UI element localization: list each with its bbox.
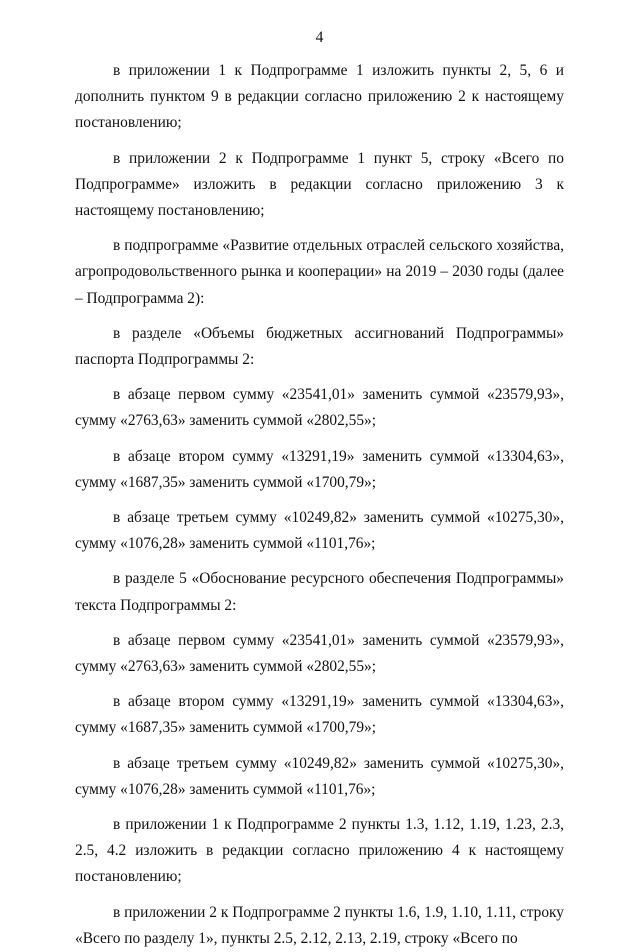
- paragraph: в абзаце третьем сумму «10249,82» заменить суммой «10275,30», сумму «1076,28» заменить суммой «1101,76»;: [75, 509, 564, 553]
- paragraph: в разделе «Объемы бюджетных ассигнований Подпрограммы» паспорта Подпрограммы 2:: [75, 324, 564, 369]
- paragraph: в приложении 1 к Подпрограмме 2 пункты 1.3, 1.12, 1.19, 1.23, 2.3, 2.5, 4.2 изложить в редакции согласно приложению 4 к настоящему постановлению;: [75, 816, 564, 886]
- paragraph: в приложении 2 к Подпрограмме 1 пункт 5, строку «Всего по Подпрограмме» изложить в редакции согласно приложению 3 к настоящему постановлению;: [75, 149, 564, 220]
- page-number: 4: [315, 29, 324, 46]
- paragraph: в приложении 2 к Подпрограмме 2 пункты 1.6, 1.9, 1.10, 1.11, строку «Всего по разделу 1», пункты 2.5, 2.12, 2.13, 2.19, строку «Всего по: [75, 903, 564, 947]
- paragraph: в подпрограмме «Развитие отдельных отраслей сельского хозяйства, агропродовольственного рынка и кооперации» на 2019 – 2030 годы (далее – Подпрограмма 2):: [75, 237, 564, 307]
- paragraph: в разделе 5 «Обоснование ресурсного обеспечения Подпрограммы» текста Подпрограммы 2:: [75, 570, 564, 614]
- paragraph: в абзаце первом сумму «23541,01» заменить суммой «23579,93», сумму «2763,63» заменить суммой «2802,55»;: [75, 631, 564, 676]
- paragraph: в абзаце втором сумму «13291,19» заменить суммой «13304,63», сумму «1687,35» заменить суммой «1700,79»;: [75, 447, 564, 491]
- paragraph: в абзаце первом сумму «23541,01» заменить суммой «23579,93», сумму «2763,63» заменить суммой «2802,55»;: [75, 386, 564, 430]
- document-body: [75, 58, 564, 952]
- paragraph: в абзаце третьем сумму «10249,82» заменить суммой «10275,30», сумму «1076,28» заменить суммой «1101,76»;: [75, 754, 564, 798]
- paragraph: в абзаце втором сумму «13291,19» заменить суммой «13304,63», сумму «1687,35» заменить суммой «1700,79»;: [75, 693, 564, 737]
- paragraph: в приложении 1 к Подпрограмме 1 изложить пункты 2, 5, 6 и дополнить пунктом 9 в редакции согласно приложению 2 к настоящему постановлению;: [75, 62, 564, 132]
